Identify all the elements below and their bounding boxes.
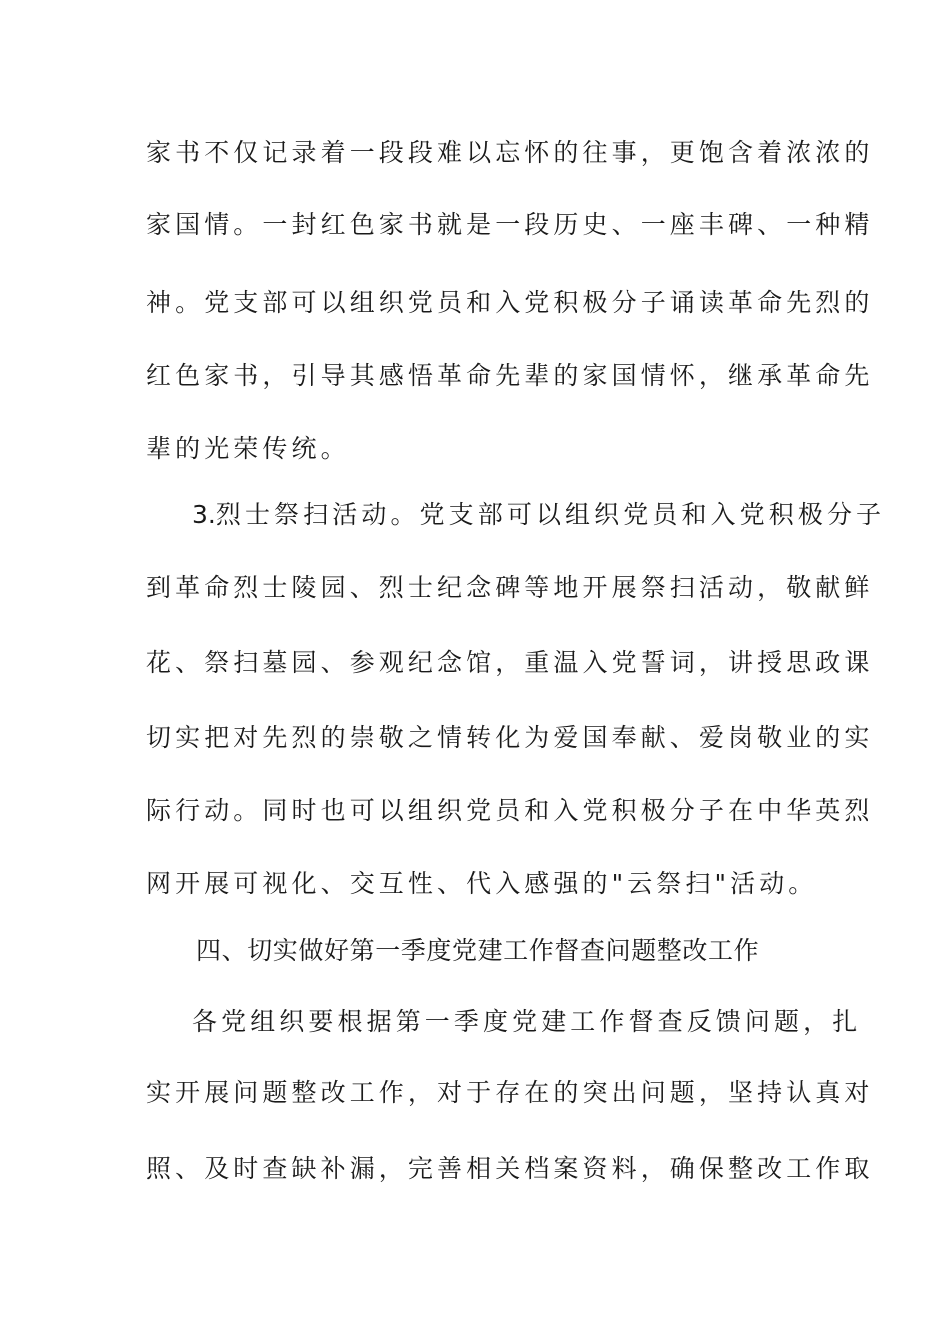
section-heading: 四、切实做好第一季度党建工作督查问题整改工作 <box>196 936 760 965</box>
paragraph-line: 照、及时查缺补漏，完善相关档案资料，确保整改工作取 <box>146 1154 874 1183</box>
paragraph-line: 家国情。一封红色家书就是一段历史、一座丰碑、一种精 <box>146 210 874 239</box>
paragraph-line: 实开展问题整改工作，对于存在的突出问题，坚持认真对 <box>146 1078 874 1107</box>
paragraph-line: 辈的光荣传统。 <box>146 434 350 463</box>
paragraph-line: 家书不仅记录着一段段难以忘怀的往事，更饱含着浓浓的 <box>146 138 874 167</box>
paragraph-line: 切实把对先烈的崇敬之情转化为爱国奉献、爱岗敬业的实 <box>146 723 874 752</box>
item-number: 3. <box>192 500 216 529</box>
paragraph-line: 网开展可视化、交互性、代入感强的"云祭扫"活动。 <box>146 869 818 898</box>
numbered-item-line <box>192 495 886 535</box>
paragraph-line: 各党组织要根据第一季度党建工作督查反馈问题，扎 <box>192 1007 862 1036</box>
paragraph-line: 红色家书，引导其感悟革命先辈的家国情怀，继承革命先 <box>146 361 874 390</box>
item-text: 烈士祭扫活动。党支部可以组织党员和入党积极分子 <box>215 500 886 529</box>
paragraph-line: 神。党支部可以组织党员和入党积极分子诵读革命先烈的 <box>146 288 874 317</box>
paragraph-line: 到革命烈士陵园、烈士纪念碑等地开展祭扫活动，敬献鲜 <box>146 573 874 602</box>
paragraph-line: 花、祭扫墓园、参观纪念馆，重温入党誓词，讲授思政课 <box>146 648 874 677</box>
paragraph-line: 际行动。同时也可以组织党员和入党积极分子在中华英烈 <box>146 796 874 825</box>
